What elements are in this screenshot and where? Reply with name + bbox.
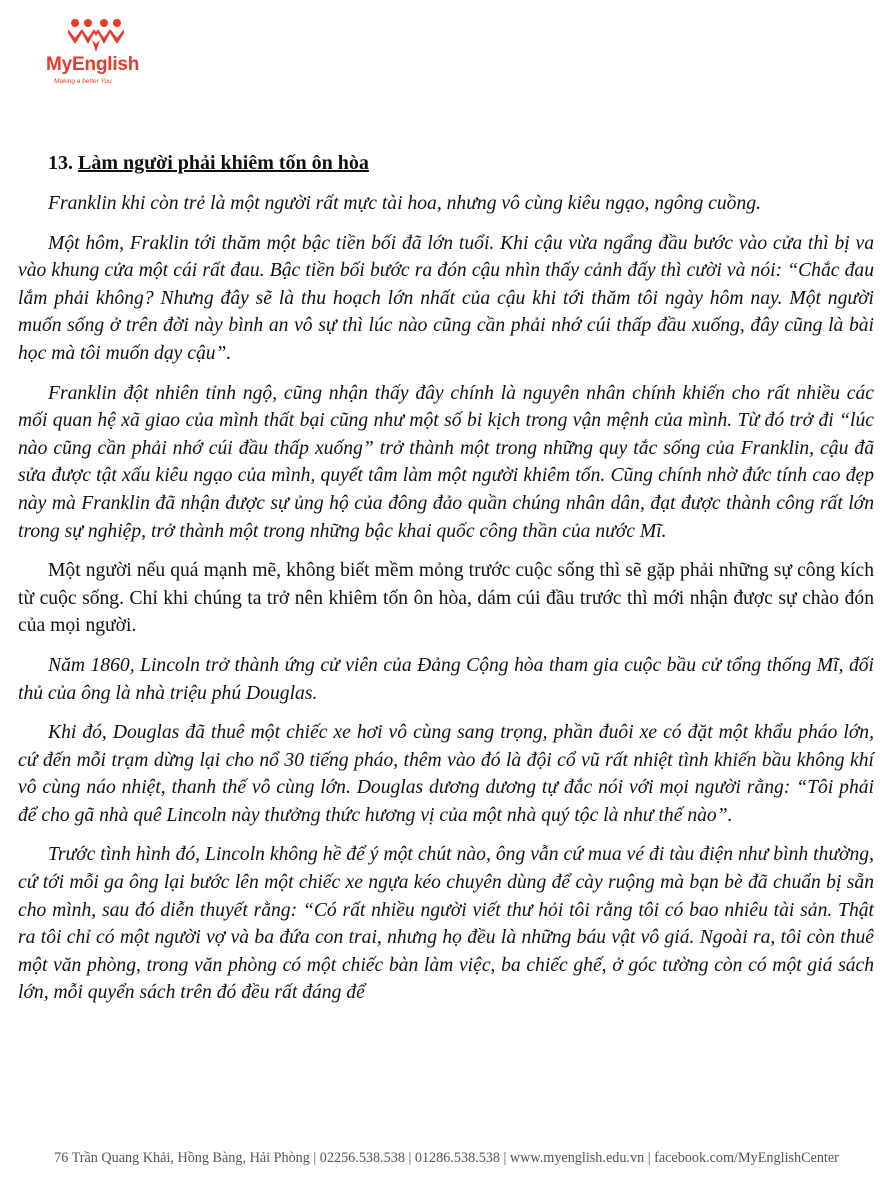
paragraph: Một người nếu quá mạnh mẽ, không biết mềm mỏng trước cuộc sống thì sẽ gặp phải những sự công kích từ cuộc sống. Chỉ khi chúng ta trở nên khiêm tốn ôn hòa, dám cúi đầu trước thì mới nhận được sự chào đón của mọi người. bbox=[18, 560, 874, 637]
article-paragraphs bbox=[18, 190, 874, 1007]
article-title: Làm người phải khiêm tốn ôn hòa bbox=[78, 152, 369, 174]
footer-contact: 76 Trần Quang Khải, Hồng Bàng, Hải Phòng | 02256.538.538 | 01286.538.538 | www.myenglish.edu.vn | facebook.com/MyEnglishCenter bbox=[54, 1150, 839, 1166]
article-number: 13. bbox=[48, 152, 73, 174]
logo bbox=[46, 18, 156, 88]
article-heading bbox=[48, 150, 874, 176]
paragraph: Trước tình hình đó, Lincoln không hề để ý một chút nào, ông vẫn cứ mua vé đi tàu điện như bình thường, cứ tới mỗi ga ông lại bước lên một chiếc xe ngựa kéo chuyên dùng để cày ruộng mà bạn bè đã chuẩn bị sẵn cho mình, sau đó diễn thuyết rằng: “Có rất nhiều người viết thư hỏi tôi rằng tôi có bao nhiêu tài sản. Thật ra tôi chỉ có một người vợ và ba đứa con trai, nhưng họ đều là những báu vật vô giá. Ngoài ra, tôi còn thuê một văn phòng, trong văn phòng có một chiếc bàn làm việc, ba chiếc ghế, ở góc tường còn có một giá sách lớn, mỗi quyển sách trên đó đều rất đáng để bbox=[18, 844, 874, 1004]
paragraph: Năm 1860, Lincoln trở thành ứng cử viên của Đảng Cộng hòa tham gia cuộc bầu cử tổng thống Mĩ, đối thủ của ông là nhà triệu phú Douglas. bbox=[18, 654, 874, 704]
paragraph: Franklin khi còn trẻ là một người rất mực tài hoa, nhưng vô cùng kiêu ngạo, ngông cuồng. bbox=[48, 193, 761, 214]
paragraph: Franklin đột nhiên tỉnh ngộ, cũng nhận thấy đây chính là nguyên nhân chính khiến cho rất nhiều các mối quan hệ xã giao của mình thất bại cũng như một số bi kịch trong vận mệnh của mình. Từ đó trở đi “lúc nào cũng cần phải nhớ cúi đầu thấp xuống” trở thành một trong những quy tắc sống của Franklin, cậu đã sửa được tật xấu kiêu ngạo của mình, quyết tâm làm một người khiêm tốn. Cũng chính nhờ đức tính cao đẹp này mà Franklin đã nhận được sự ủng hộ của đông đảo quần chúng nhân dân, đạt được thành công rất lớn trong sự nghiệp, trở thành một trong những bậc khai quốc công thần của nước Mĩ. bbox=[18, 382, 874, 542]
article-body bbox=[18, 150, 874, 1019]
paragraph: Khi đó, Douglas đã thuê một chiếc xe hơi vô cùng sang trọng, phần đuôi xe có đặt một khẩu pháo lớn, cứ đến mỗi trạm dừng lại cho nổ 30 tiếng pháo, thêm vào đó là đội cổ vũ rất nhiệt tình khiến bầu không khí vô cùng náo nhiệt, thanh thế vô cùng lớn. Douglas dương dương tự đắc nói với mọi người rằng: “Tôi phải để cho gã nhà quê Lincoln này thưởng thức hương vị của một nhà quý tộc là như thế nào”. bbox=[18, 722, 874, 826]
logo-tagline: Making a better You bbox=[54, 78, 112, 85]
logo-brand: MyEnglish bbox=[46, 54, 140, 75]
paragraph: Một hôm, Fraklin tới thăm một bậc tiền bối đã lớn tuổi. Khi cậu vừa ngẩng đầu bước vào cửa thì bị va vào khung cửa một cái rất đau. Bậc tiền bối bước ra đón cậu nhìn thấy cảnh đấy thì cười và nói: “Chắc đau lắm phải không? Nhưng đây sẽ là thu hoạch lớn nhất của cậu khi tới thăm tôi ngày hôm nay. Một người muốn sống ở trên đời này bình an vô sự thì lúc nào cũng cần phải nhớ cúi thấp đầu xuống, đây cũng là bài học mà tôi muốn dạy cậu”. bbox=[18, 232, 874, 364]
people-logo-icon bbox=[66, 18, 126, 52]
